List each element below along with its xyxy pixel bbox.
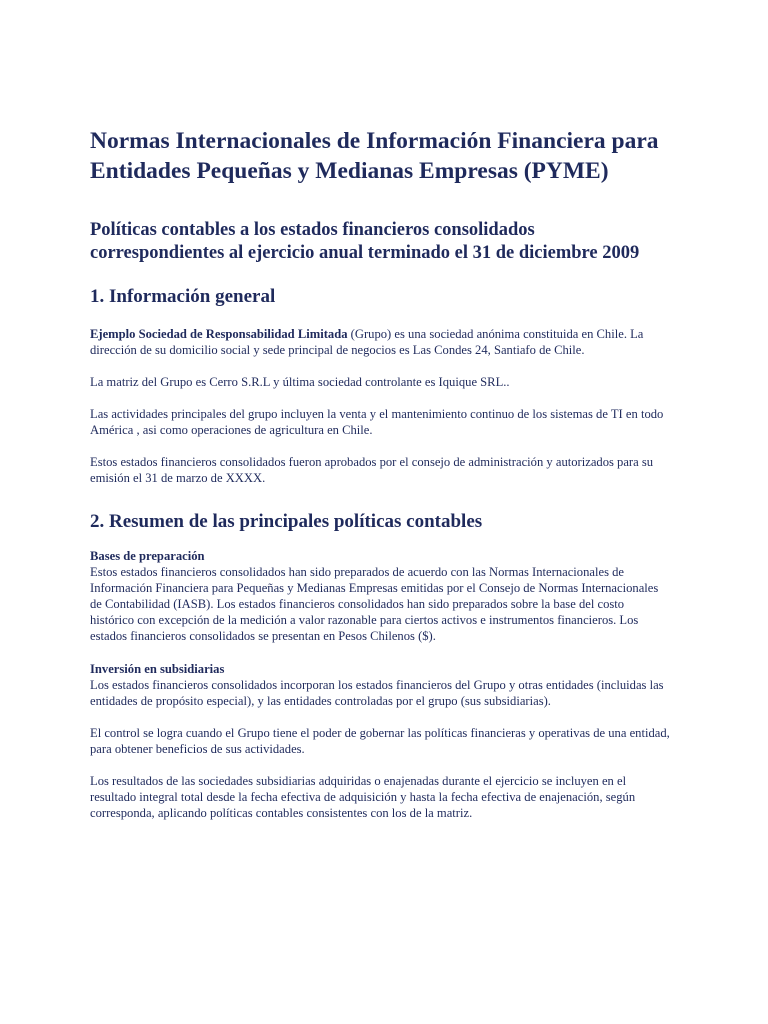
document-subtitle: Políticas contables a los estados financieros consolidados correspondientes al ejercicio anual terminado el 31 de diciembre 2009: [90, 220, 640, 263]
paragraph-inversion-control: El control se logra cuando el Grupo tiene el poder de gobernar las políticas financieras y operativas de una entidad, para obtener beneficios de sus actividades.: [90, 726, 670, 756]
paragraph-company-description: [90, 326, 670, 358]
company-name: Ejemplo Sociedad de Responsabilidad Limitada: [90, 327, 348, 341]
paragraph-main-activities: Las actividades principales del grupo incluyen la venta y el mantenimiento continuo de los sistemas de TI en todo América , asi como operaciones de agricultura en Chile.: [90, 407, 664, 437]
paragraph-bases-preparacion: Estos estados financieros consolidados han sido preparados de acuerdo con las Normas Internacionales de Información Financiera para Pequeñas y Medianas Empresas emitidas por el Consejo de Normas Internacionales de Contabilidad (IASB). Los estados financieros consolidados han sido preparados sobre la base del costo histórico con excepción de la medición a valor razonable para ciertos activos e instrumentos financieros. Los estados financieros consolidados se presentan en Pesos Chilenos ($).: [90, 565, 659, 643]
paragraph-inversion-consolidation: Los estados financieros consolidados incorporan los estados financieros del Grupo y otras entidades (incluidas las entidades de propósito especial), y las entidades controladas por el grupo (sus subsidiarias).: [90, 678, 664, 708]
document-title: Normas Internacionales de Información Financiera para Entidades Pequeñas y Medianas Empresas (PYME): [90, 128, 659, 184]
paragraph-parent-company: La matriz del Grupo es Cerro S.R.L y última sociedad controlante es Iquique SRL..: [90, 375, 510, 389]
paragraph-inversion-results: Los resultados de las sociedades subsidiarias adquiridas o enajenadas durante el ejercicio se incluyen en el resultado integral total desde la fecha efectiva de adquisición y hasta la fecha efectiva de enajenación, según corresponda, aplicando políticas contables consistentes con los de la matriz.: [90, 774, 636, 820]
company-description-text: (Grupo) es una sociedad anónima constituida en Chile. La dirección de su domicilio social y sede principal de negocios es Las Condes 24, Santiafo de Chile.: [90, 327, 644, 357]
paragraph-approval: Estos estados financieros consolidados fueron aprobados por el consejo de administración y autorizados para su emisión el 31 de marzo de XXXX.: [90, 455, 654, 485]
subheading-inversion-subsidiarias: Inversión en subsidiarias: [90, 662, 225, 676]
document-page: [90, 126, 670, 821]
section-heading-politicas-contables: 2. Resumen de las principales políticas contables: [90, 511, 483, 532]
subheading-bases-preparacion: Bases de preparación: [90, 549, 205, 563]
section-heading-informacion-general: 1. Información general: [90, 286, 276, 307]
